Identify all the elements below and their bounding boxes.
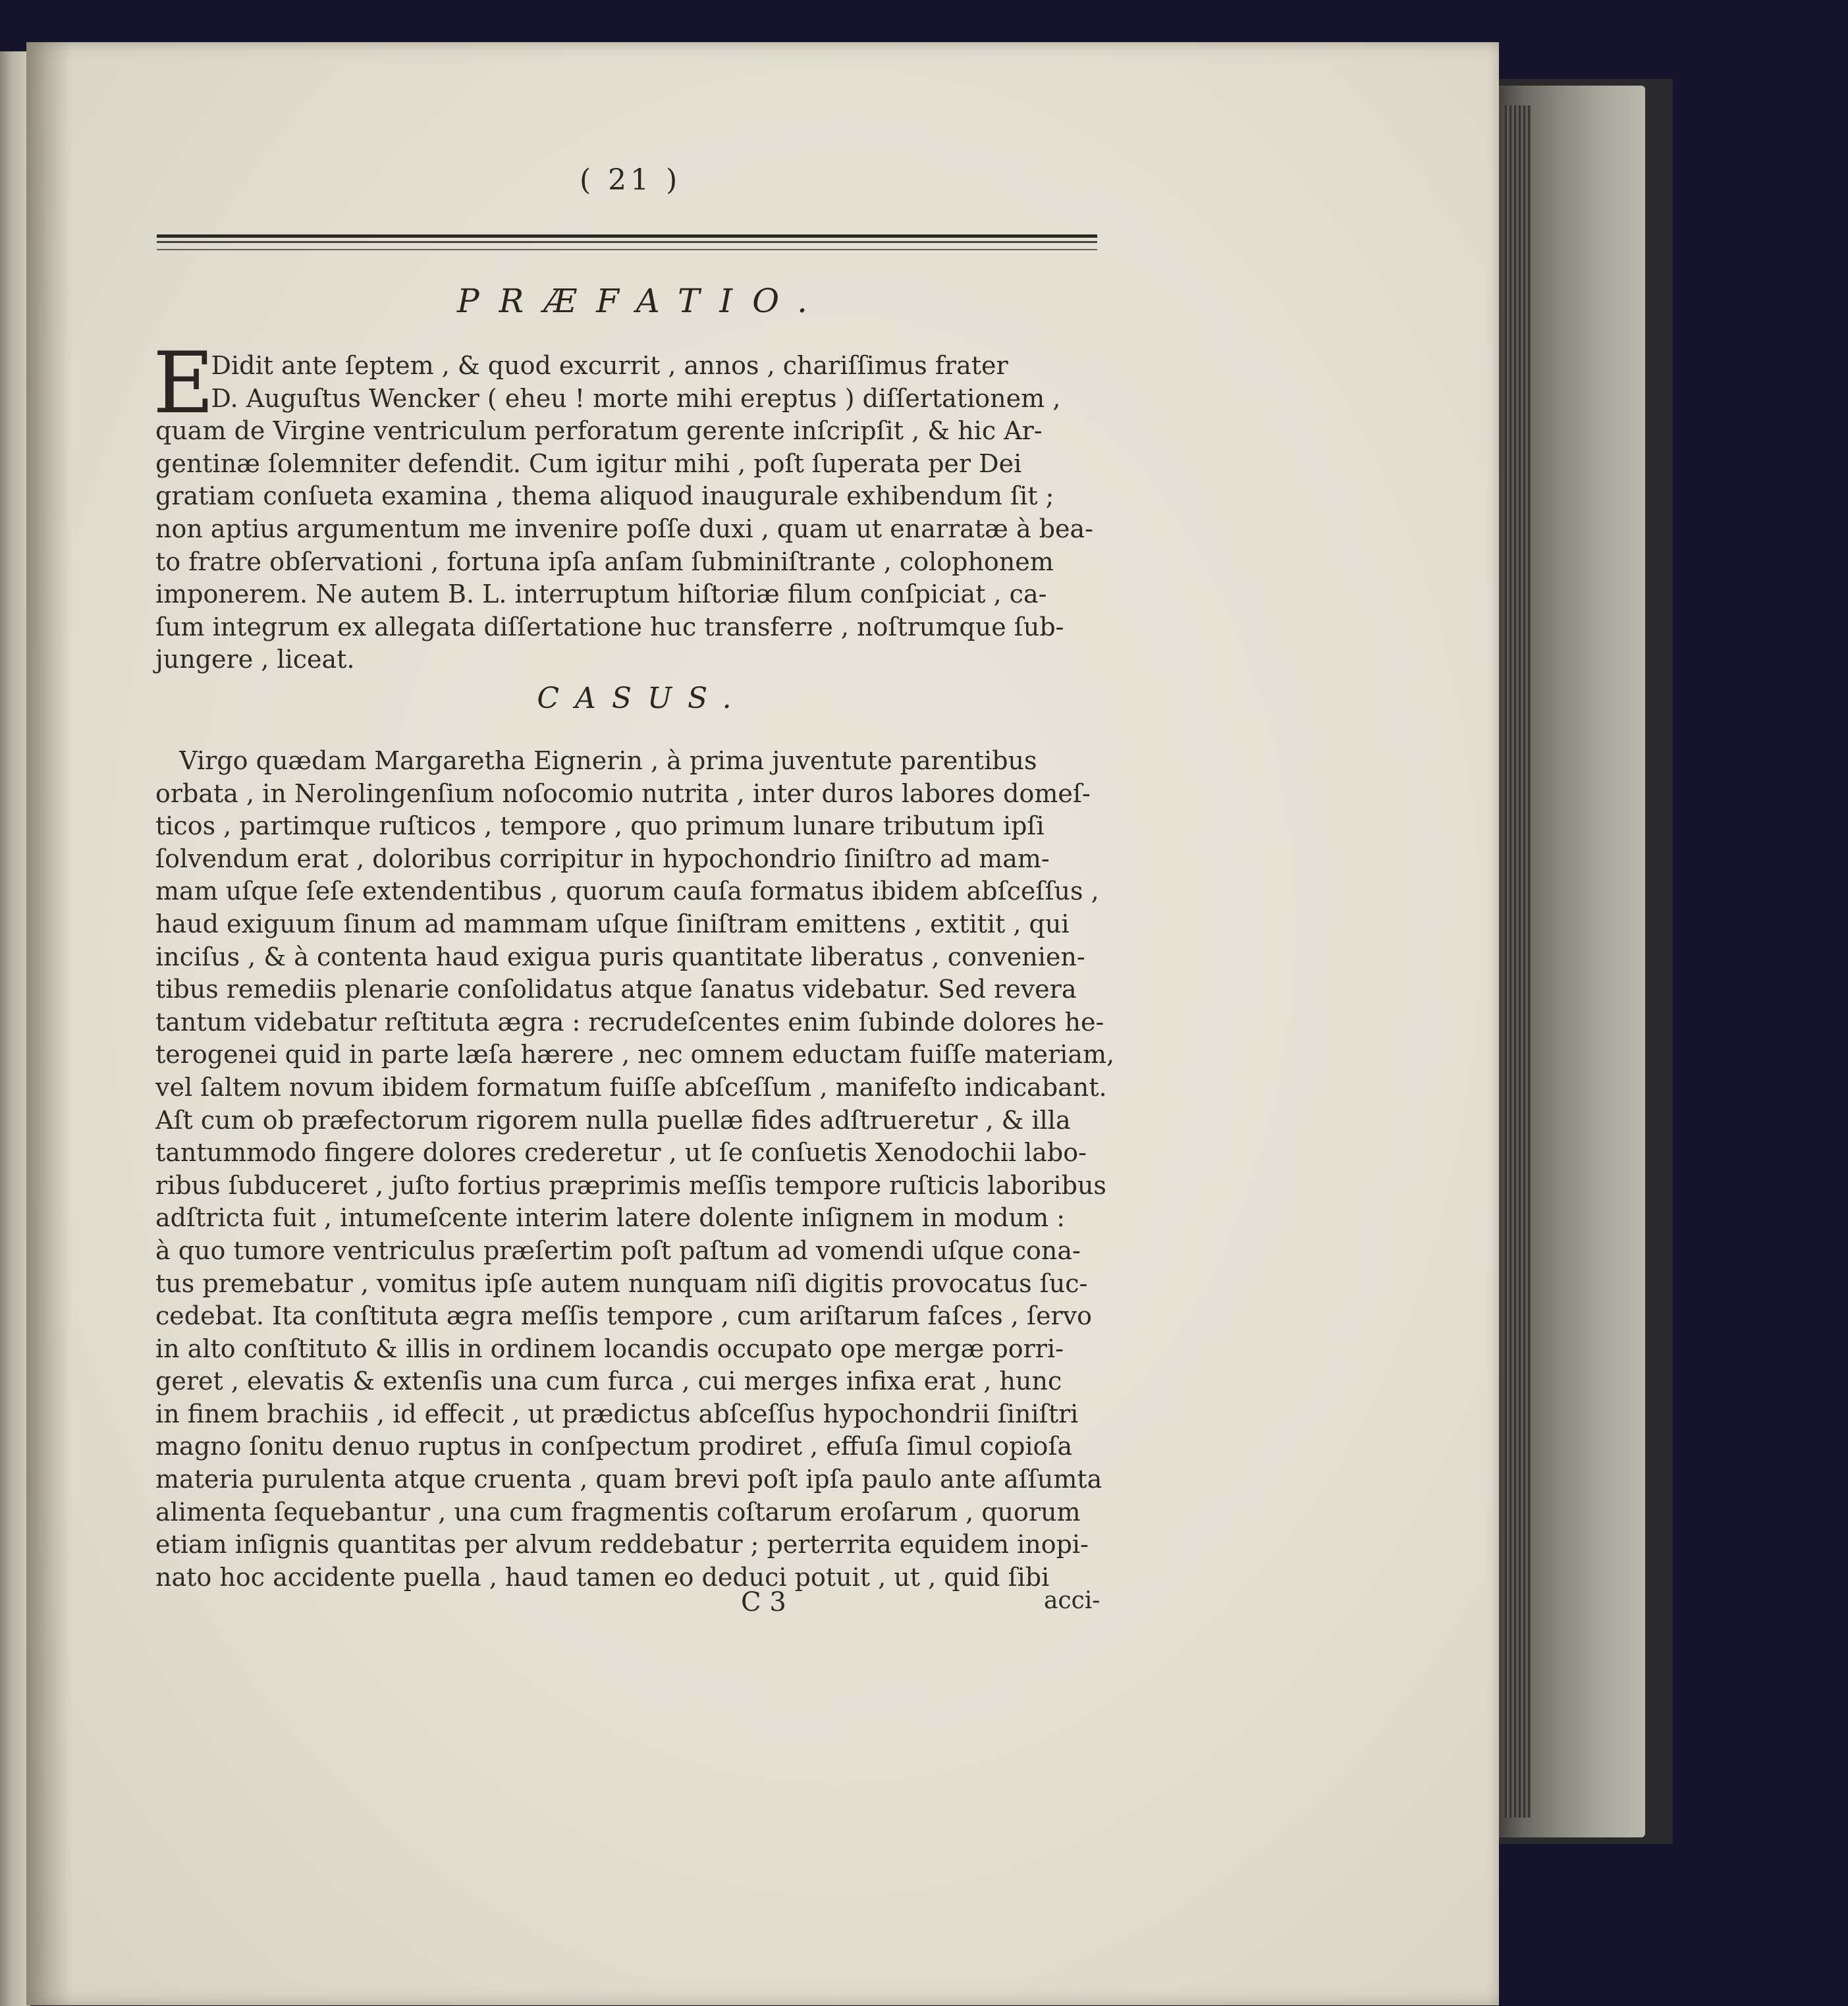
text-line: inciſus , & à contenta haud exigua puris quantitate liberatus , convenien- [155,942,1085,971]
text-line: in alto conſtituto & illis in ordinem locandis occupato ope mergæ porri- [155,1334,1064,1363]
catchword: acci- [1044,1587,1101,1614]
text-line: à quo tumore ventriculus præſertim poſt paſtum ad vomendi uſque cona- [155,1235,1081,1265]
text-line: ſolvendum erat , doloribus corripitur in hypochondrio ſiniſtro ad mam- [155,844,1050,873]
text-line: haud exiguum ſinum ad mammam uſque ſiniſtram emittens , extitit , qui [155,909,1070,938]
text-line: non aptius argumentum me invenire poſſe duxi , quam ut enarratæ à bea- [155,514,1093,543]
text-line: to fratre obſervationi , fortuna ipſa anſam ſubminiſtrante , colophonem [155,547,1054,576]
text-line: in finem brachiis , id effecit , ut prædictus abſceſſus hypochondrii ſiniſtri [155,1399,1079,1428]
preface-heading: PRÆFATIO. [456,282,828,320]
text-line: terogenei quid in parte læſa hærere , nec omnem eductam fuiſſe materiam, [155,1040,1115,1070]
text-line: gentinæ ſolemniter defendit. Cum igitur mihi , poſt ſuperata per Dei [155,448,1022,478]
page-stack-edges [1505,105,1531,1818]
text-line: tantum videbatur reſtituta ægra : recrudeſcentes enim ſubinde dolores he- [155,1007,1104,1037]
drop-cap: E [153,335,215,433]
text-line: geret , elevatis & extenſis una cum furca , cui merges infixa erat , hunc [155,1367,1062,1396]
text-line: magno ſonitu denuo ruptus in conſpectum prodiret , effuſa ſimul copioſa [155,1432,1073,1461]
text-line: vel ſaltem novum ibidem formatum fuiſſe abſceſſum , manifeſto indicabant. [155,1072,1107,1102]
text-line: Didit ante ſeptem , & quod excurrit , annos , chariſſimus frater [155,351,1008,380]
text-line: cedebat. Ita conſtituta ægra meſſis tempore , cum ariſtarum faſces , ſervo [155,1301,1093,1331]
text-line: tus premebatur , vomitus ipſe autem nunquam niſi digitis provocatus ſuc- [155,1268,1088,1298]
page-number: ( 21 ) [580,163,682,197]
casus-heading: CASUS. [537,682,747,715]
casus-paragraph [155,745,1117,1594]
text-line: orbata , in Nerolingenſium noſocomio nutrita , inter duros labores domeſ- [155,778,1091,808]
text-line: quam de Virgine ventriculum perforatum gerente inſcripſit , & hic Ar- [155,416,1043,446]
text-line: materia purulenta atque cruenta , quam brevi poſt ipſa paulo ante aſſumta [155,1465,1102,1494]
text-line: mam uſque ſeſe extendentibus , quorum cauſa formatus ibidem abſceſſus , [155,877,1099,906]
text-line: alimenta ſequebantur , una cum fragmentis coſtarum eroſarum , quorum [155,1497,1081,1527]
page-gutter-shadow [26,42,72,2005]
header-rule-middle [157,241,1097,243]
signature-mark: C 3 [741,1587,786,1617]
text-line: gratiam conſueta examina , thema aliquod inaugurale exhibendum ſit ; [155,481,1054,511]
preface-paragraph [153,335,1117,676]
text-line: D. Auguſtus Wencker ( eheu ! morte mihi ereptus ) diſſertationem , [155,383,1061,413]
text-line: jungere , liceat. [155,645,355,674]
text-line: nato hoc accidente puella , haud tamen eo deduci potuit , ut , quid ſibi [155,1562,1050,1592]
header-rule-thick [157,234,1097,238]
text-line: imponerem. Ne autem B. L. interruptum hiſtoriæ filum conſpiciat , ca- [155,580,1047,609]
text-line: adſtricta fuit , intumeſcente interim latere dolente inſignem in modum : [155,1203,1066,1233]
header-rule-thin [157,249,1097,250]
text-line: ribus ſubduceret , juſto fortius præprimis meſſis tempore ruſticis laboribus [155,1170,1106,1200]
text-line: Aſt cum ob præfectorum rigorem nulla puellæ fides adſtrueretur , & illa [155,1105,1071,1135]
text-line: etiam inſignis quantitas per alvum reddebatur ; perterrita equidem inopi- [155,1530,1089,1559]
text-line: ticos , partimque ruſticos , tempore , quo primum lunare tributum ipſi [155,811,1045,841]
text-line: tantummodo fingere dolores crederetur , ut ſe conſuetis Xenodochii labo- [155,1138,1087,1168]
text-line: Virgo quædam Margaretha Eignerin , à prima juventute parentibus [155,746,1037,775]
text-line: ſum integrum ex allegata diſſertatione huc transferre , noſtrumque ſub- [155,612,1064,641]
text-line: tibus remediis plenarie conſolidatus atque ſanatus videbatur. Sed revera [155,975,1077,1004]
